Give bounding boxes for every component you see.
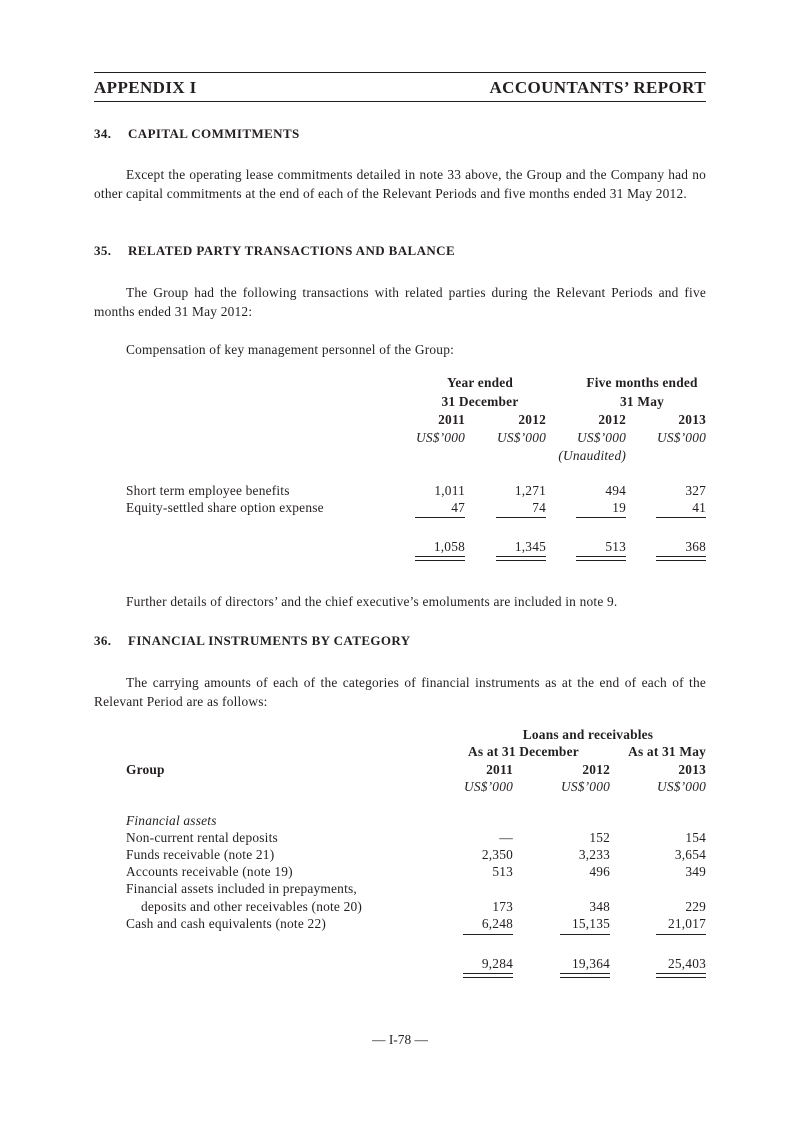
table-row-label: Non-current rental deposits — [126, 830, 278, 845]
table-cell: — — [499, 830, 513, 845]
section-35-body: The Group had the following transactions with related parties during the Relevant Periods and five months ended 31 May 2012: — [94, 285, 706, 319]
col-unit: US$’000 — [656, 430, 706, 445]
table-row-label: Financial assets included in prepayments, — [126, 881, 357, 896]
total-double-rule — [656, 973, 706, 978]
table-cell: 41 — [692, 500, 706, 515]
section-34-body: Except the operating lease commitments detailed in note 33 above, the Group and the Company had no other capital commitments at the end of each of the Relevant Periods and five months ended 31 May 2012. — [94, 167, 706, 201]
col-year: 2013 — [678, 762, 706, 777]
subtotal-rule — [576, 517, 626, 518]
col-group-five-months: Five months ended — [586, 375, 698, 390]
section-34-heading: 34. CAPITAL COMMITMENTS — [94, 126, 300, 141]
table-total: 1,345 — [514, 539, 546, 554]
table-row-label: Accounts receivable (note 19) — [126, 864, 293, 879]
col-unit: US$’000 — [576, 430, 626, 445]
header-top-rule — [94, 72, 706, 73]
table-cell: 173 — [492, 899, 513, 914]
table-row-label: Equity-settled share option expense — [126, 500, 324, 515]
table-cell: 3,233 — [578, 847, 610, 862]
table-cell: 348 — [589, 899, 610, 914]
col-unit: US$’000 — [496, 430, 546, 445]
table-cell: 3,654 — [674, 847, 706, 862]
report-title: ACCOUNTANTS’ REPORT — [489, 78, 706, 97]
header-bottom-rule — [94, 101, 706, 102]
table-cell: 47 — [451, 500, 465, 515]
table-cell: 1,271 — [514, 483, 546, 498]
total-double-rule — [576, 556, 626, 561]
table-total: 1,058 — [433, 539, 465, 554]
appendix-title: APPENDIX I — [94, 78, 197, 97]
table-row-label: deposits and other receivables (note 20) — [141, 899, 363, 914]
page-number: — I-78 — — [372, 1032, 428, 1047]
section-36-heading: 36. FINANCIAL INSTRUMENTS BY CATEGORY — [94, 633, 411, 648]
table-row-label: Cash and cash equivalents (note 22) — [126, 916, 326, 931]
table-cell: 154 — [685, 830, 706, 845]
table-cell: 349 — [685, 864, 706, 879]
col-group-31-december: As at 31 December — [468, 744, 579, 759]
subtotal-rule — [496, 517, 546, 518]
col-unit: US$’000 — [463, 779, 513, 794]
col-group-31-december: 31 December — [441, 394, 519, 409]
table-total: 19,364 — [571, 956, 610, 971]
table-cell: 1,011 — [434, 483, 465, 498]
table-total: 25,403 — [667, 956, 706, 971]
table-cell: 2,350 — [481, 847, 513, 862]
col-group-31-may: As at 31 May — [628, 744, 706, 759]
financial-assets-label: Financial assets — [126, 813, 217, 828]
table-cell: 494 — [605, 483, 626, 498]
table-total: 513 — [605, 539, 626, 554]
group-label: Group — [126, 762, 165, 777]
col-year: 2012 — [518, 412, 546, 427]
emoluments-note: Further details of directors’ and the chief executive’s emoluments are included in note 9. — [126, 594, 618, 609]
subtotal-rule — [656, 934, 706, 935]
table-cell: 152 — [589, 830, 610, 845]
col-year: 2012 — [598, 412, 626, 427]
col-group-year-ended: Year ended — [446, 375, 514, 390]
col-unit: US$’000 — [415, 430, 465, 445]
col-year: 2011 — [438, 412, 465, 427]
table-cell: 6,248 — [481, 916, 513, 931]
section-35-heading: 35. RELATED PARTY TRANSACTIONS AND BALANCE — [94, 243, 456, 258]
table-total: 9,284 — [481, 956, 513, 971]
unaudited-label: (Unaudited) — [558, 448, 626, 463]
subtotal-rule — [463, 934, 513, 935]
col-year: 2011 — [486, 762, 513, 777]
table-row-label: Funds receivable (note 21) — [126, 847, 275, 862]
subtotal-rule — [560, 934, 610, 935]
col-group-loans-receivables: Loans and receivables — [522, 727, 654, 742]
table-cell: 74 — [532, 500, 546, 515]
total-double-rule — [496, 556, 546, 561]
col-unit: US$’000 — [560, 779, 610, 794]
subtotal-rule — [656, 517, 706, 518]
section-36-body: The carrying amounts of each of the categories of financial instruments as at the end of each of the Relevant Period are as follows: — [94, 675, 706, 709]
table-total: 368 — [685, 539, 706, 554]
subtotal-rule — [415, 517, 465, 518]
col-unit: US$’000 — [656, 779, 706, 794]
total-double-rule — [415, 556, 465, 561]
table-cell: 327 — [685, 483, 706, 498]
total-double-rule — [656, 556, 706, 561]
table-cell: 19 — [612, 500, 626, 515]
compensation-intro: Compensation of key management personnel of the Group: — [126, 342, 455, 357]
table-cell: 21,017 — [667, 916, 706, 931]
col-year: 2013 — [678, 412, 706, 427]
table-cell: 15,135 — [571, 916, 610, 931]
table-row-label: Short term employee benefits — [126, 483, 290, 498]
col-group-31-may: 31 May — [620, 394, 664, 409]
total-double-rule — [463, 973, 513, 978]
total-double-rule — [560, 973, 610, 978]
table-cell: 229 — [685, 899, 706, 914]
col-year: 2012 — [582, 762, 610, 777]
table-cell: 496 — [589, 864, 610, 879]
table-cell: 513 — [492, 864, 513, 879]
